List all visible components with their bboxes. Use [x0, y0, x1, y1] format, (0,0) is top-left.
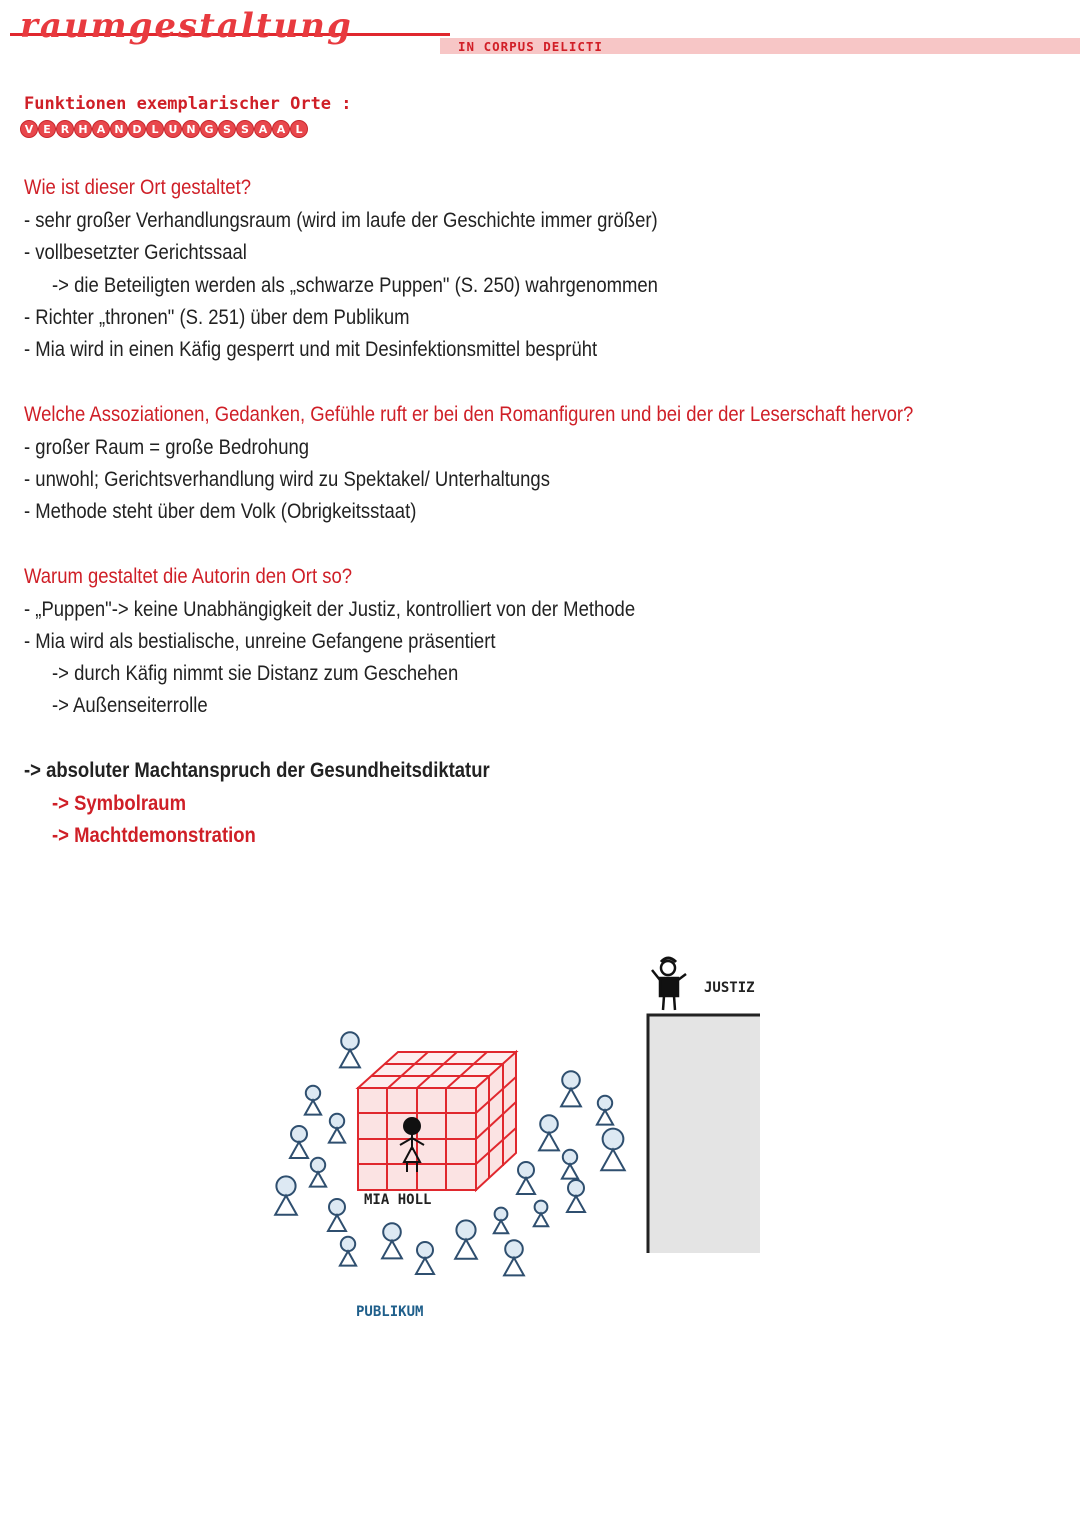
audience-person — [290, 1126, 308, 1158]
tag-letter: U — [164, 120, 182, 138]
tag-letter: E — [38, 120, 56, 138]
tag-letter: A — [272, 120, 290, 138]
audience-person — [562, 1150, 578, 1179]
question-2: Welche Assoziationen, Gedanken, Gefühle ruft er bei den Romanfiguren und bei der der Leserschaft hervor? — [24, 403, 914, 426]
tag-letter: L — [290, 120, 308, 138]
q1-line: - Mia wird in einen Käfig gesperrt und mit Desinfektionsmittel besprüht — [24, 338, 598, 361]
audience-person — [329, 1114, 345, 1143]
tag-letter: L — [146, 120, 164, 138]
q3-line: -> durch Käfig nimmt sie Distanz zum Geschehen — [52, 662, 459, 685]
q1-line: - Richter „thronen" (S. 251) über dem Publikum — [24, 306, 410, 329]
q1-line: - vollbesetzter Gerichtssaal — [24, 241, 247, 264]
q1-line: - sehr großer Verhandlungsraum (wird im laufe der Geschichte immer größer) — [24, 209, 658, 232]
audience-person — [597, 1096, 613, 1125]
defendant-label: MIA HOLL — [364, 1192, 432, 1208]
audience-person — [504, 1240, 524, 1275]
tag-letter: N — [182, 120, 200, 138]
audience-person — [455, 1220, 477, 1258]
audience-person — [601, 1129, 624, 1171]
judge-figure — [652, 958, 686, 1010]
conclusion-symbolraum: -> Symbolraum — [52, 792, 187, 815]
tag-letter: V — [20, 120, 38, 138]
justice-podium — [648, 1015, 760, 1253]
page-title: raumgestaltung — [20, 6, 353, 46]
audience-person — [305, 1086, 321, 1115]
tag-letter: S — [236, 120, 254, 138]
audience-person — [539, 1115, 559, 1150]
tag-letter: H — [74, 120, 92, 138]
audience-person — [561, 1071, 581, 1106]
audience-person — [310, 1158, 326, 1187]
q2-line: - Methode steht über dem Volk (Obrigkeitsstaat) — [24, 500, 417, 523]
section-heading: Funktionen exemplarischer Orte : — [24, 94, 352, 114]
audience-person — [275, 1176, 297, 1214]
tag-letter: A — [92, 120, 110, 138]
audience-person — [534, 1201, 548, 1227]
tag-letter: N — [110, 120, 128, 138]
question-1: Wie ist dieser Ort gestaltet? — [24, 176, 251, 199]
justice-label: JUSTIZ — [704, 980, 755, 996]
courtroom-diagram — [0, 940, 1080, 1360]
audience-person — [517, 1162, 535, 1194]
audience-person — [416, 1242, 434, 1274]
q2-line: - unwohl; Gerichtsverhandlung wird zu Spektakel/ Unterhaltungs — [24, 468, 550, 491]
audience-label: PUBLIKUM — [356, 1304, 424, 1320]
audience-person — [567, 1180, 585, 1212]
audience-person — [328, 1199, 346, 1231]
audience-person — [340, 1032, 360, 1067]
section-tag — [20, 120, 308, 138]
q3-line: - „Puppen"-> keine Unabhängigkeit der Justiz, kontrolliert von der Methode — [24, 598, 636, 621]
conclusion-machtdemonstration: -> Machtdemonstration — [52, 824, 256, 847]
tag-letter: D — [128, 120, 146, 138]
audience-person — [340, 1237, 356, 1266]
question-3: Warum gestaltet die Autorin den Ort so? — [24, 565, 353, 588]
audience-person — [494, 1208, 508, 1234]
q1-line: -> die Beteiligten werden als „schwarze Puppen" (S. 250) wahrgenommen — [52, 274, 658, 297]
tag-letter: G — [200, 120, 218, 138]
q3-line: -> Außenseiterrolle — [52, 694, 208, 717]
tag-letter: R — [56, 120, 74, 138]
q2-line: - großer Raum = große Bedrohung — [24, 436, 310, 459]
cage — [358, 1052, 516, 1190]
tag-letter: A — [254, 120, 272, 138]
conclusion-main: -> absoluter Machtanspruch der Gesundheitsdiktatur — [24, 759, 490, 782]
tag-letter: S — [218, 120, 236, 138]
audience-person — [382, 1223, 402, 1258]
page-subtitle: IN CORPUS DELICTI — [458, 39, 603, 54]
q3-line: - Mia wird als bestialische, unreine Gefangene präsentiert — [24, 630, 496, 653]
